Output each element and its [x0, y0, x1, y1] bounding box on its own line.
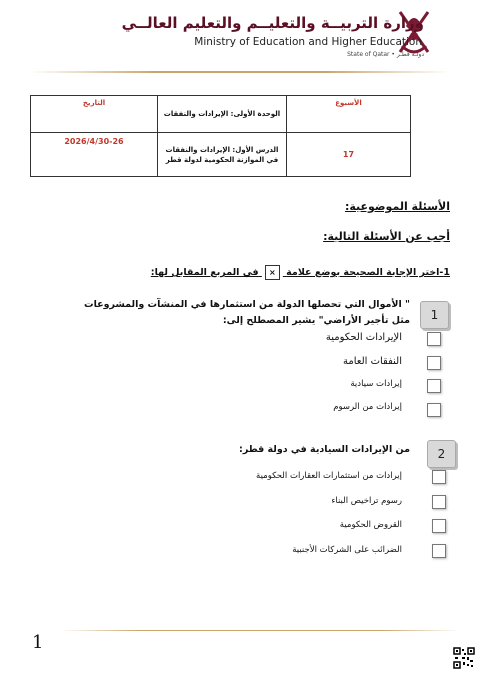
q2-option-1-checkbox[interactable] — [432, 470, 446, 484]
q2-option-2-checkbox[interactable] — [432, 495, 446, 509]
header-divider — [30, 71, 450, 73]
q2-option-2-label: رسوم تراخيص البناء — [331, 496, 402, 506]
date-label: التاريخ — [82, 99, 106, 107]
date-label-cell — [31, 96, 158, 133]
question-1-text: " الأموال التي تحصلها الدولة من استثمارها في المنشآت والمشروعات مثل تأجير الأراضي" يشير المصطلح إلى: — [84, 299, 410, 326]
q2-option-4-checkbox[interactable] — [432, 544, 446, 558]
lesson-info-table — [30, 95, 411, 177]
state-label: State of Qatar • دولـة قطـر — [347, 51, 424, 58]
week-value: 17 — [342, 150, 355, 159]
lesson-cell — [158, 133, 287, 177]
unit-cell — [158, 96, 287, 133]
week-label: الأسبوع — [335, 99, 362, 107]
instruction-line — [151, 265, 450, 280]
objective-questions-title: الأسئلة الموضوعية: — [344, 200, 450, 213]
week-label-cell — [287, 96, 411, 133]
question-number-badge: 2 — [427, 440, 456, 468]
ministry-name-english: Ministry of Education and Higher Education — [194, 36, 422, 48]
lesson-label: الدرس الأول: الإيرادات والنفقات في الموازنة الحكومية لدولة قطر — [165, 145, 279, 164]
date-value-cell — [31, 133, 158, 177]
q1-option-4-checkbox[interactable] — [427, 403, 441, 417]
q1-option-3-label: إيرادات سيادية — [350, 379, 402, 389]
page-number: 1 — [32, 632, 44, 653]
qr-code-icon — [453, 647, 475, 669]
date-value: 2026/4/30-26 — [64, 137, 124, 146]
footer-divider — [60, 630, 460, 631]
q1-option-2-checkbox[interactable] — [427, 356, 441, 370]
unit-label: الوحدة الأولى: الإيرادات والنفقات — [163, 110, 281, 118]
instruction-mark: × — [265, 265, 280, 280]
question-number-badge: 1 — [420, 301, 449, 329]
q2-option-1-label: إيرادات من استثمارات العقارات الحكومية — [256, 471, 402, 481]
q2-option-3-checkbox[interactable] — [432, 519, 446, 533]
answer-questions-title: أجب عن الأسئلة التالية: — [323, 230, 450, 243]
instruction-pre: 1-اختر الإجابة الصحيحة بوضع علامة — [286, 267, 450, 278]
instruction-post: في المربع المقابل لها: — [150, 267, 259, 278]
q1-option-1-label: الإيرادات الحكومية — [325, 332, 402, 343]
week-value-cell — [287, 133, 411, 177]
q2-option-4-label: الضرائب على الشركات الأجنبية — [292, 545, 402, 555]
question-2-text: من الإيرادات السيادية في دولة قطر: — [239, 444, 410, 455]
q1-option-4-label: إيرادات من الرسوم — [333, 402, 402, 412]
ministry-name-arabic: وزارة التربيــة والتعليــم والتعليم العالــي — [121, 14, 424, 32]
q1-option-3-checkbox[interactable] — [427, 379, 441, 393]
q1-option-2-label: النفقات العامة — [342, 356, 402, 367]
q1-option-1-checkbox[interactable] — [427, 332, 441, 346]
q2-option-3-label: القروض الحكومية — [339, 520, 402, 530]
